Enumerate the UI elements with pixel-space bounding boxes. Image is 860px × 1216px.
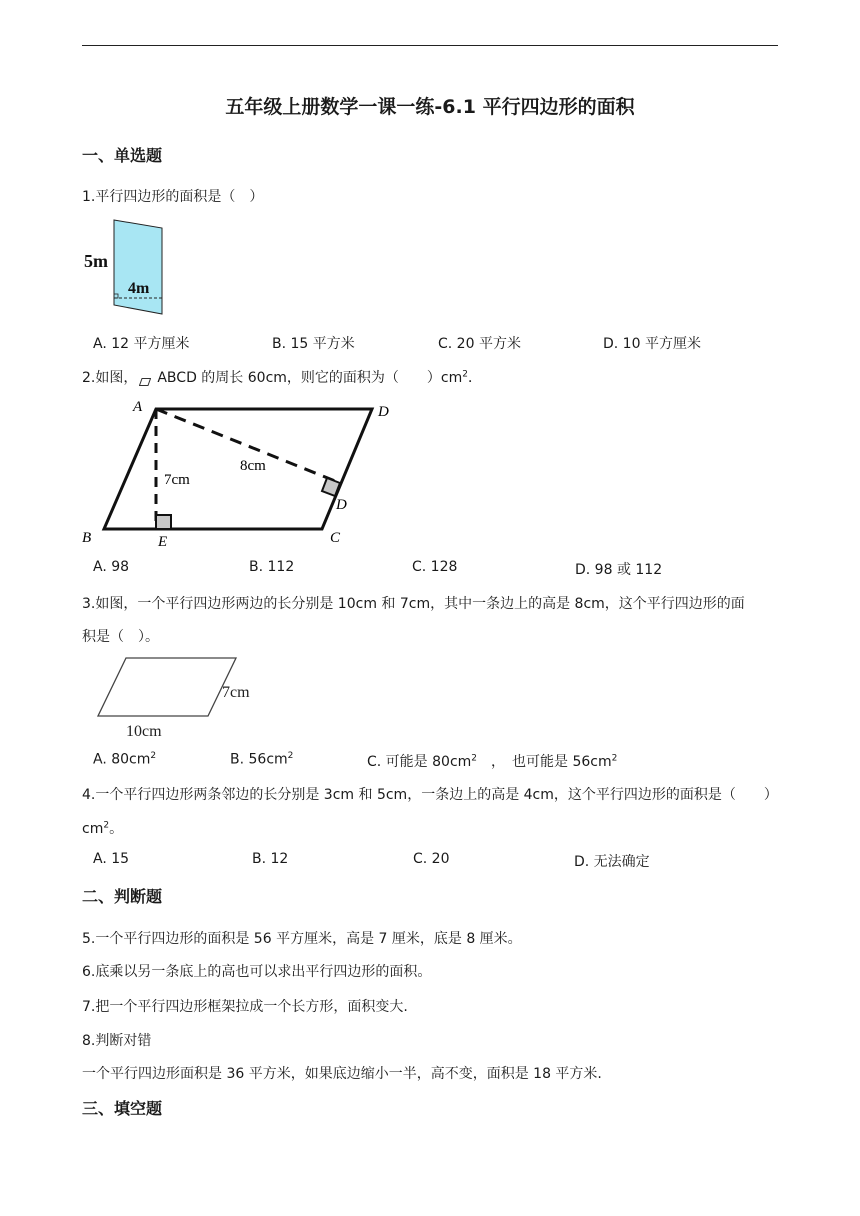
q4-option-d: D. 无法确定 bbox=[574, 854, 650, 870]
q3-option-a: A. $80cm^2$ bbox=[93, 751, 157, 768]
section-heading-single-choice: 一、单选题 bbox=[82, 146, 163, 165]
top-rule bbox=[82, 45, 778, 46]
q2-label-8cm: 8cm bbox=[240, 458, 266, 474]
question-5: 5.一个平行四边形的面积是 56 平方厘米，高是 7 厘米，底是 8 厘米。 bbox=[82, 931, 522, 947]
page-title: 五年级上册数学一课一练-6.1 平行四边形的面积 bbox=[225, 96, 635, 118]
q2-stem-sup: 2 bbox=[462, 369, 468, 380]
q2-stem-end: ． bbox=[467, 370, 482, 386]
q2-option-a: A. 98 bbox=[93, 559, 130, 575]
question-4-stem-line2: $cm^2$。 bbox=[82, 820, 124, 837]
q2-label-e: E bbox=[158, 534, 168, 550]
q2-option-c: C. 128 bbox=[412, 559, 458, 575]
q4-option-b: B. 12 bbox=[252, 851, 289, 867]
question-3-figure bbox=[86, 650, 266, 742]
q2-label-b: B bbox=[82, 530, 92, 546]
question-3-stem-line2: 积是（ ）。 bbox=[82, 629, 159, 645]
question-6: 6.底乘以另一条底上的高也可以求出平行四边形的面积。 bbox=[82, 964, 432, 980]
question-8-title: 8.判断对错 bbox=[82, 1033, 152, 1049]
parallelogram-symbol-icon bbox=[139, 374, 151, 382]
question-1-stem: 1.平行四边形的面积是（ ） bbox=[82, 189, 264, 205]
q3-option-c: C. 可能是 $80cm^2$ ， 也可能是 $56cm^2$ bbox=[367, 753, 618, 770]
question-7: 7.把一个平行四边形框架拉成一个长方形，面积变大. bbox=[82, 999, 408, 1015]
question-4-stem-line1: 4.一个平行四边形两条邻边的长分别是 3cm 和 5cm，一条边上的高是 4cm，这个平行四边形的面积是（ ） bbox=[82, 787, 778, 803]
question-3-stem-line1: 3.如图，一个平行四边形两边的长分别是 10cm 和 7cm，其中一条边上的高是 8cm，这个平行四边形的面 bbox=[82, 596, 745, 612]
q2-label-7cm: 7cm bbox=[164, 472, 190, 488]
question-2-stem bbox=[82, 367, 482, 387]
section-heading-true-false: 二、判断题 bbox=[82, 887, 163, 906]
q2-label-a: A bbox=[133, 399, 143, 415]
q2-stem-prefix: 2.如图， bbox=[82, 370, 138, 386]
q2-label-c: C bbox=[330, 530, 341, 546]
q3-side-label: 7cm bbox=[222, 684, 250, 701]
question-1-figure bbox=[82, 215, 182, 315]
q1-option-c: C. 20 平方米 bbox=[438, 336, 521, 352]
q1-height-label: 5m bbox=[84, 251, 108, 271]
q2-option-b: B. 112 bbox=[249, 559, 295, 575]
question-8-body: 一个平行四边形面积是 36 平方米，如果底边缩小一半，高不变，面积是 18 平方米. bbox=[82, 1066, 602, 1082]
q4-option-c: C. 20 bbox=[413, 851, 450, 867]
q2-option-d: D. 98 或 112 bbox=[575, 562, 663, 578]
q1-option-b: B. 15 平方米 bbox=[272, 336, 355, 352]
question-2-figure bbox=[78, 395, 408, 555]
q2-label-d-top: D bbox=[378, 404, 389, 420]
q4-option-a: A. 15 bbox=[93, 851, 130, 867]
q1-option-a: A. 12 平方厘米 bbox=[93, 336, 190, 352]
q2-label-d-foot: D bbox=[336, 497, 347, 513]
q1-option-d: D. 10 平方厘米 bbox=[603, 336, 701, 352]
q2-stem-main: ABCD 的周长 60cm，则它的面积为（ ）cm bbox=[157, 370, 463, 386]
q1-base-label: 4m bbox=[128, 280, 150, 297]
section-heading-fill-blank: 三、填空题 bbox=[82, 1099, 163, 1118]
q3-base-label: 10cm bbox=[126, 723, 162, 740]
q3-option-b: B. $56cm^2$ bbox=[230, 751, 294, 768]
